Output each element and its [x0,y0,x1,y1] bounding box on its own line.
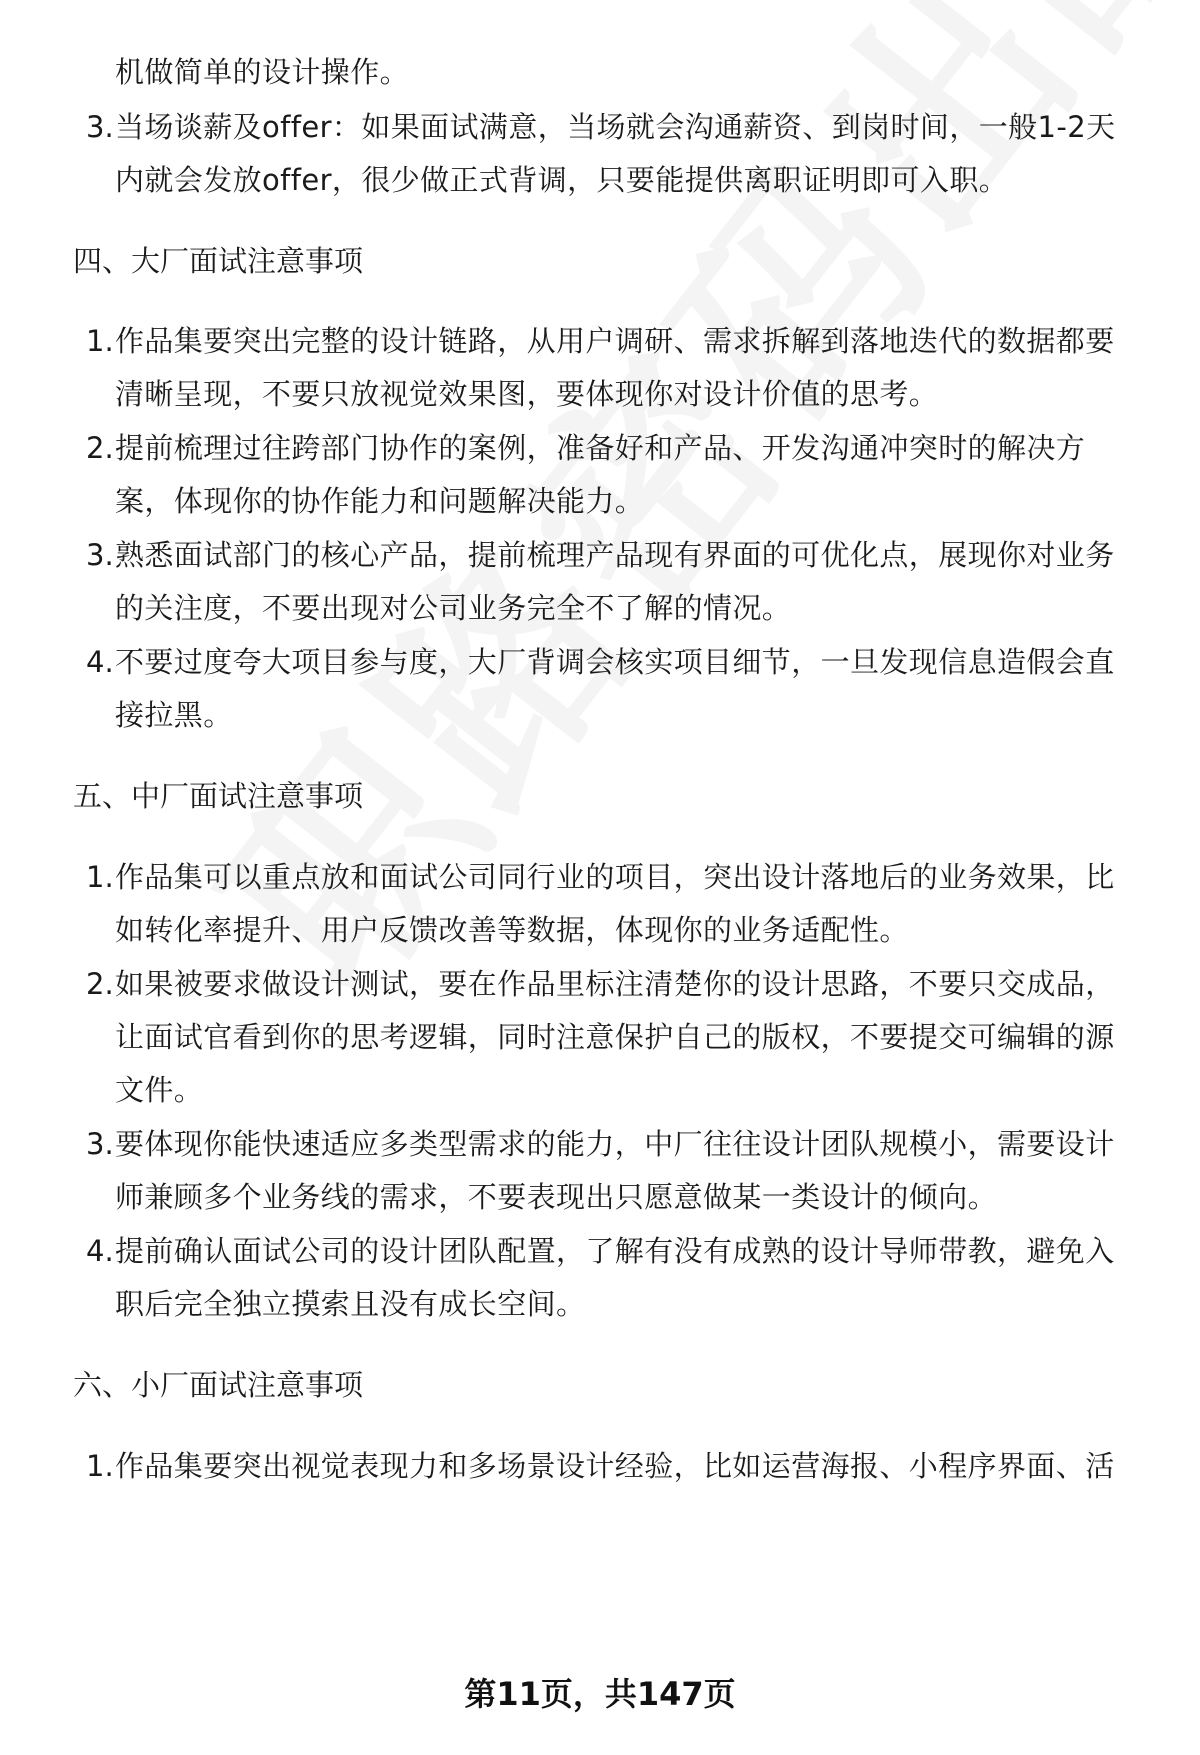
paragraph-text: 机做简单的设计操作。 [115,55,410,89]
list-item-text: 作品集要突出视觉表现力和多场景设计经验，比如运营海报、小程序界面、活 [115,1449,1115,1483]
list-item-text: 提前梳理过往跨部门协作的案例，准备好和产品、开发沟通冲突时的解决方 [115,431,1086,465]
list-item-text: 要体现你能快速适应多类型需求的能力，中厂往往设计团队规模小，需要设计 [115,1127,1115,1161]
list-item-text: 如转化率提升、用户反馈改善等数据，体现你的业务适配性。 [115,913,909,947]
list-item-text: 清晰呈现，不要只放视觉效果图，要体现你对设计价值的思考。 [115,377,939,411]
section-heading: 四、大厂面试注意事项 [73,244,364,278]
list-item-text: 不要过度夸大项目参与度，大厂背调会核实项目细节，一旦发现信息造假会直 [115,645,1115,679]
list-item-number: 2. [86,967,114,1001]
list-item-text: 作品集要突出完整的设计链路，从用户调研、需求拆解到落地迭代的数据都要 [115,324,1115,358]
section-heading: 六、小厂面试注意事项 [73,1368,364,1402]
list-item-text: 内就会发放offer，很少做正式背调，只要能提供离职证明即可入职。 [115,163,1009,197]
list-item-text: 案，体现你的协作能力和问题解决能力。 [115,484,645,518]
list-item-number: 1. [86,1449,114,1483]
list-item-number: 3. [86,110,114,144]
list-item-text: 作品集可以重点放和面试公司同行业的项目，突出设计落地后的业务效果，比 [115,860,1115,894]
section-heading: 五、中厂面试注意事项 [73,779,364,813]
list-item-number: 4. [86,645,114,679]
list-item-text: 让面试官看到你的思考逻辑，同时注意保护自己的版权，不要提交可编辑的源 [115,1020,1115,1054]
page-footer: 第11页，共147页 [464,1675,736,1713]
list-item-text: 的关注度，不要出现对公司业务完全不了解的情况。 [115,591,792,625]
list-item-number: 4. [86,1234,114,1268]
list-item-number: 3. [86,538,114,572]
list-item-text: 如果被要求做设计测试，要在作品里标注清楚你的设计思路，不要只交成品， [115,967,1115,1001]
list-item-text: 提前确认面试公司的设计团队配置，了解有没有成熟的设计导师带教，避免入 [115,1234,1115,1268]
list-item-text: 当场谈薪及offer：如果面试满意，当场就会沟通薪资、到岗时间，一般1-2天 [115,110,1116,144]
list-item-number: 3. [86,1127,114,1161]
list-item-text: 接拉黑。 [115,698,233,732]
list-item-number: 1. [86,860,114,894]
list-item-number: 2. [86,431,114,465]
list-item-number: 1. [86,324,114,358]
list-item-text: 师兼顾多个业务线的需求，不要表现出只愿意做某一类设计的倾向。 [115,1180,998,1214]
list-item-text: 职后完全独立摸索且没有成长空间。 [115,1287,586,1321]
list-item-text: 文件。 [115,1073,204,1107]
list-item-text: 熟悉面试部门的核心产品，提前梳理产品现有界面的可优化点，展现你对业务 [115,538,1115,572]
